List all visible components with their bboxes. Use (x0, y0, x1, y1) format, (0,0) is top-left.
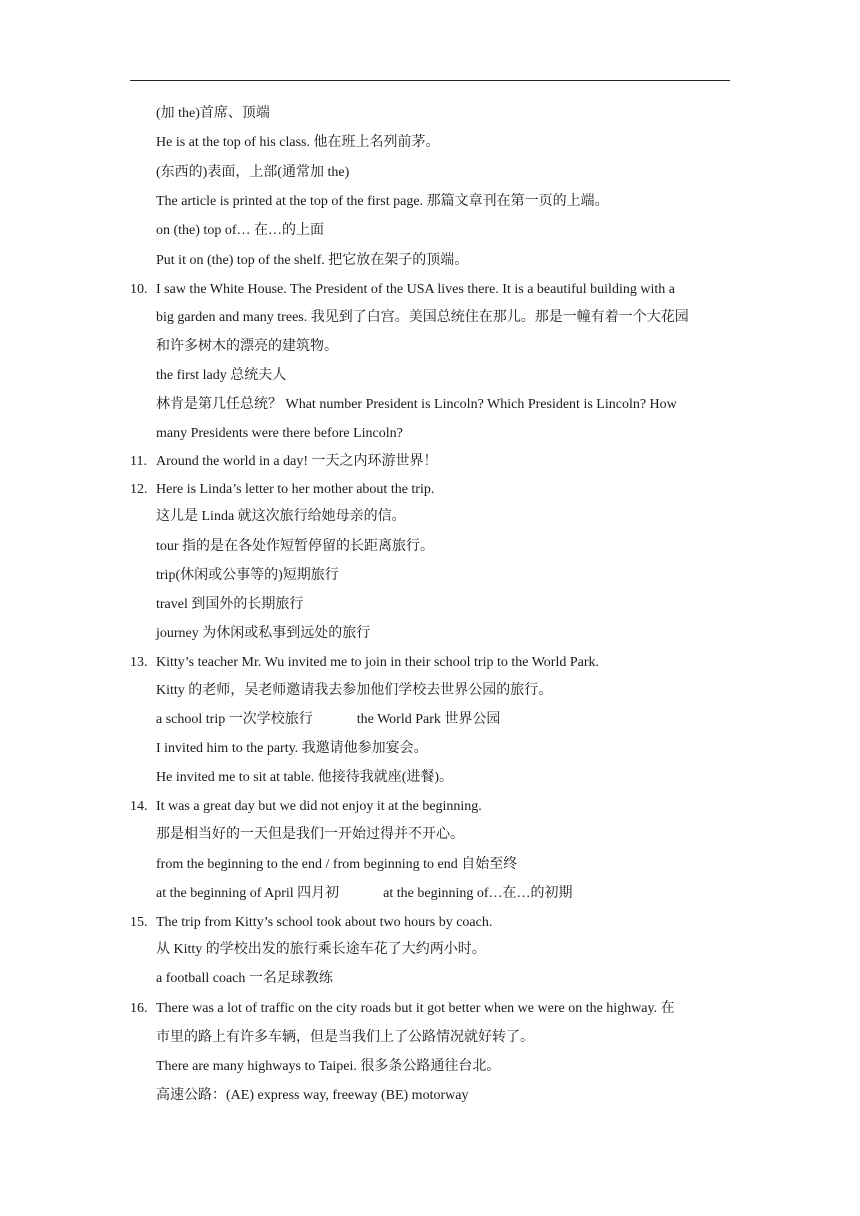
text-line: tour 指的是在各处作短暂停留的长距离旅行。 (156, 539, 435, 554)
text-line: journey 为休闲或私事到远处的旅行 (156, 626, 371, 641)
text-line: Here is Linda’s letter to her mother about the trip. (156, 482, 435, 497)
item-number: 15. (130, 915, 148, 930)
item-number: 14. (130, 799, 148, 814)
text-line: a football coach 一名足球教练 (156, 971, 333, 986)
text-line: I invited him to the party. 我邀请他参加宴会。 (156, 741, 428, 756)
text-line (156, 884, 736, 904)
text-line: travel 到国外的长期旅行 (156, 597, 304, 612)
text-line: (东西的)表面，上部(通常加 the) (156, 165, 350, 180)
text-line: 和许多树木的漂亮的建筑物。 (156, 339, 338, 354)
text-line: many Presidents were there before Lincoln? (156, 426, 403, 441)
text-line: 林肯是第几任总统？ What number President is Lincoln? Which President is Lincoln? How (156, 397, 677, 412)
text-line: (加 the)首席、顶端 (156, 106, 270, 121)
text-line: Kitty’s teacher Mr. Wu invited me to join in their school trip to the World Park. (156, 655, 600, 670)
text-line: There was a lot of traffic on the city roads but it got better when we were on the highway. 在 (156, 1001, 675, 1016)
text-line: Around the world in a day! 一天之内环游世界！ (156, 454, 438, 469)
text-line: Kitty 的老师，吴老师邀请我去参加他们学校去世界公园的旅行。 (156, 683, 553, 698)
text-segment: at the beginning of April 四月初 (156, 886, 340, 901)
text-line: big garden and many trees. 我见到了白宫。美国总统住在那儿。那是一幢有着一个大花园 (156, 310, 689, 325)
text-line: It was a great day but we did not enjoy it at the beginning. (156, 799, 482, 814)
text-segment: the World Park 世界公园 (356, 712, 501, 727)
text-line: on (the) top of… 在…的上面 (156, 223, 324, 238)
text-segment: at the beginning of…在…的初期 (383, 886, 573, 901)
item-number: 10. (130, 282, 148, 297)
text-segment: a school trip 一次学校旅行 (156, 712, 313, 727)
item-number: 11. (130, 454, 147, 469)
header-rule (130, 80, 730, 81)
text-line: Put it on (the) top of the shelf. 把它放在架子的顶端。 (156, 253, 469, 268)
item-number: 13. (130, 655, 148, 670)
text-line: 从 Kitty 的学校出发的旅行乘长途车花了大约两小时。 (156, 942, 486, 957)
text-line: 市里的路上有许多车辆，但是当我们上了公路情况就好转了。 (156, 1030, 534, 1045)
text-line: There are many highways to Taipei. 很多条公路通往台北。 (156, 1059, 501, 1074)
text-line (156, 710, 736, 730)
text-line: 高速公路：(AE) express way, freeway (BE) motorway (156, 1088, 469, 1103)
text-line: the first lady 总统夫人 (156, 368, 287, 383)
text-line: trip(休闲或公事等的)短期旅行 (156, 568, 339, 583)
text-line: I saw the White House. The President of the USA lives there. It is a beautiful building with a (156, 282, 675, 297)
text-line: 这儿是 Linda 就这次旅行给她母亲的信。 (156, 509, 406, 524)
item-number: 16. (130, 1001, 148, 1016)
item-number: 12. (130, 482, 148, 497)
text-line: The trip from Kitty’s school took about two hours by coach. (156, 915, 493, 930)
text-line: The article is printed at the top of the first page. 那篇文章刊在第一页的上端。 (156, 194, 609, 209)
text-line: He is at the top of his class. 他在班上名列前茅。 (156, 135, 440, 150)
text-line: 那是相当好的一天但是我们一开始过得并不开心。 (156, 827, 464, 842)
text-line: from the beginning to the end / from beginning to end 自始至终 (156, 857, 518, 872)
text-line: He invited me to sit at table. 他接待我就座(进餐)。 (156, 770, 454, 785)
